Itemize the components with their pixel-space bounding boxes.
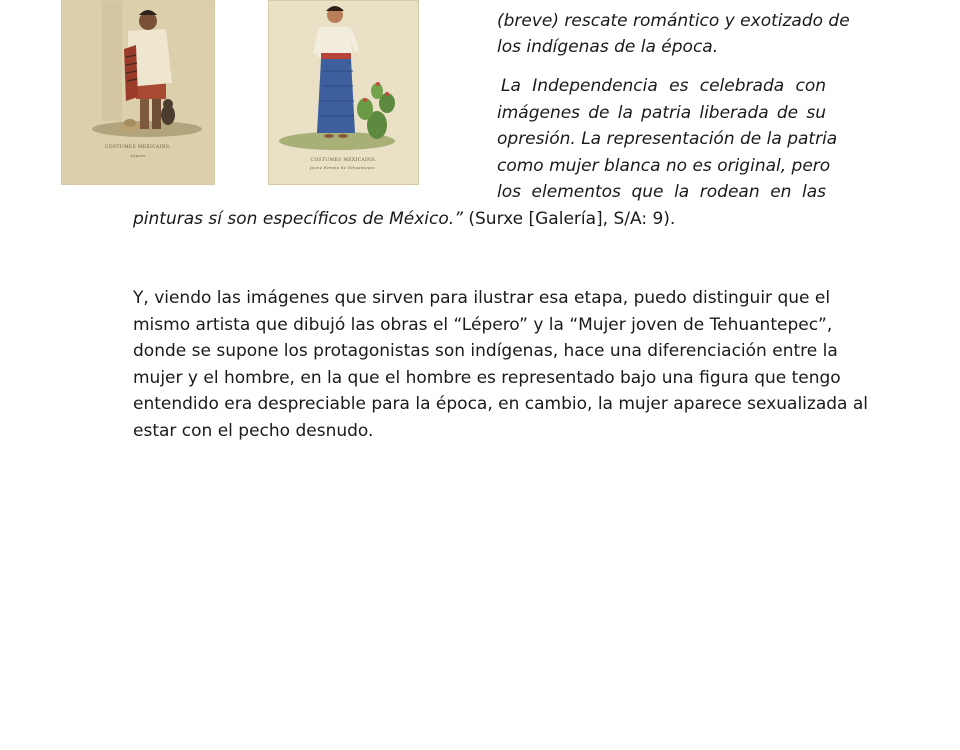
tehuantepec-subcaption: Jeune Femme de Tehuantepec.	[309, 165, 378, 170]
quote-reference: (Surxe [Galería], S/A: 9).	[468, 209, 676, 229]
lepero-subcaption: Lépero	[130, 153, 146, 158]
quote-line-7: los elementos que la rodean en las	[497, 182, 826, 202]
quote-line-2: los indígenas de la época.	[497, 37, 719, 57]
paragraph-line-5: entendido era despreciable para la época, en cambio, la mujer aparece sexualizada al	[133, 394, 868, 415]
quote-line-1: (breve) rescate romántico y exotizado de	[497, 11, 850, 31]
quote-final-line	[133, 206, 675, 233]
quote-line-8: pinturas sí son específicos de México.”	[133, 209, 463, 229]
lepero-illustration	[61, 0, 215, 185]
quote-line-5: opresión. La representación de la patria	[497, 129, 838, 149]
quote-line-3: La Independencia es celebrada con	[501, 76, 826, 96]
paragraph-line-2: mismo artista que dibujó las obras el “Lépero” y la “Mujer joven de Tehuantepec”,	[133, 314, 833, 335]
body-paragraph	[133, 285, 868, 445]
tehuantepec-caption: COSTUMES MEXICAINS.	[310, 158, 377, 163]
quote-line-4: imágenes de la patria liberada de su	[497, 103, 826, 123]
quote-line-6: como mujer blanca no es original, pero	[497, 156, 831, 176]
paragraph-line-1: Y, viendo las imágenes que sirven para ilustrar esa etapa, puedo distinguir que el	[133, 288, 831, 308]
paragraph-line-6: estar con el pecho desnudo.	[133, 420, 374, 441]
paragraph-line-4: mujer y el hombre, en la que el hombre es representado bajo una figura que tengo	[133, 367, 841, 388]
lepero-caption: COSTUMES MEXICAINS.	[105, 145, 171, 150]
paragraph-line-3: donde se supone los protagonistas son indígenas, hace una diferenciación entre la	[133, 341, 838, 362]
tehuantepec-woman-illustration	[268, 0, 419, 185]
